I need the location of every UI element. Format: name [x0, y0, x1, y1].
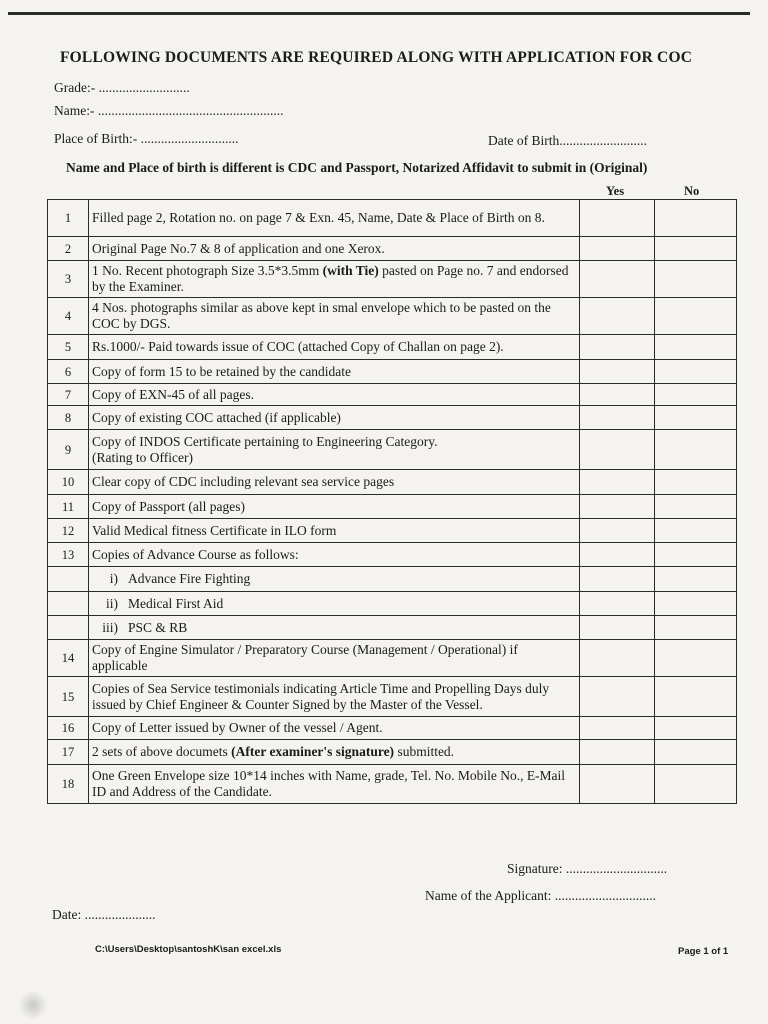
item-description [89, 740, 580, 765]
page-number-footer: Page 1 of 1 [678, 946, 729, 957]
item-text: Copy of INDOS Certificate pertaining to Engineering Category. [92, 433, 438, 449]
name-field: Name:- ....................................................... [54, 103, 284, 118]
yes-check-cell[interactable] [580, 430, 655, 470]
table-row [48, 592, 737, 616]
yes-column-header: Yes [606, 184, 625, 198]
date-line: Date: ..................... [52, 907, 156, 922]
table-row [48, 640, 737, 677]
item-description [89, 616, 580, 640]
table-row [48, 616, 737, 640]
item-description: Copy of Passport (all pages) [89, 495, 580, 519]
sub-item-numeral: ii) [106, 595, 118, 611]
yes-check-cell[interactable] [580, 261, 655, 298]
table-row [48, 470, 737, 495]
item-number [48, 567, 89, 592]
yes-check-cell[interactable] [580, 298, 655, 335]
item-description [89, 592, 580, 616]
file-path-footer: C:\Users\Desktop\santoshK\san excel.xls [95, 944, 282, 955]
no-check-cell[interactable] [655, 406, 737, 430]
table-row [48, 360, 737, 384]
item-description [89, 430, 580, 470]
item-description: Copy of existing COC attached (if applicable) [89, 406, 580, 430]
yes-check-cell[interactable] [580, 519, 655, 543]
yes-check-cell[interactable] [580, 495, 655, 519]
no-check-cell[interactable] [655, 384, 737, 406]
yes-check-cell[interactable] [580, 360, 655, 384]
place-of-birth-field: Place of Birth:- ............................. [54, 131, 239, 146]
table-row [48, 200, 737, 237]
item-text: pasted on Page no. 7 and endorsed by the Examiner. [92, 263, 569, 294]
no-check-cell[interactable] [655, 543, 737, 567]
table-row [48, 495, 737, 519]
item-description: Copy of Engine Simulator / Preparatory Course (Management / Operational) if applicable [89, 640, 580, 677]
yes-check-cell[interactable] [580, 640, 655, 677]
item-description [89, 261, 580, 298]
table-row [48, 335, 737, 360]
no-check-cell[interactable] [655, 470, 737, 495]
item-description: One Green Envelope size 10*14 inches with Name, grade, Tel. No. Mobile No., E-Mail ID and Address of the Candidate. [89, 765, 580, 804]
item-text-sub: (Rating to Officer) [92, 449, 193, 465]
item-description: Copies of Advance Course as follows: [89, 543, 580, 567]
no-check-cell[interactable] [655, 592, 737, 616]
applicant-name-line: Name of the Applicant: .............................. [425, 888, 656, 903]
yes-check-cell[interactable] [580, 717, 655, 740]
yes-check-cell[interactable] [580, 384, 655, 406]
item-number [48, 616, 89, 640]
yes-check-cell[interactable] [580, 592, 655, 616]
item-number: 14 [48, 640, 89, 677]
item-description: Rs.1000/- Paid towards issue of COC (attached Copy of Challan on page 2). [89, 335, 580, 360]
item-number: 5 [48, 335, 89, 360]
table-row [48, 567, 737, 592]
item-text-bold: (After examiner's signature) [231, 744, 395, 759]
no-check-cell[interactable] [655, 495, 737, 519]
table-row [48, 384, 737, 406]
yes-check-cell[interactable] [580, 470, 655, 495]
item-description: Clear copy of CDC including relevant sea service pages [89, 470, 580, 495]
table-row [48, 740, 737, 765]
no-check-cell[interactable] [655, 519, 737, 543]
item-number: 1 [48, 200, 89, 237]
item-description: Copy of EXN-45 of all pages. [89, 384, 580, 406]
sub-item-text: Advance Fire Fighting [128, 571, 251, 586]
item-description: Copy of form 15 to be retained by the candidate [89, 360, 580, 384]
item-text: submitted. [394, 744, 455, 759]
scan-smudge [18, 990, 48, 1020]
no-check-cell[interactable] [655, 740, 737, 765]
item-number: 18 [48, 765, 89, 804]
sub-item-text: Medical First Aid [128, 595, 224, 611]
sub-item-numeral: i) [109, 571, 118, 586]
item-number [48, 592, 89, 616]
yes-check-cell[interactable] [580, 406, 655, 430]
no-check-cell[interactable] [655, 200, 737, 237]
table-row [48, 677, 737, 717]
item-number: 17 [48, 740, 89, 765]
no-check-cell[interactable] [655, 717, 737, 740]
table-row [48, 717, 737, 740]
affidavit-note: Name and Place of birth is different is CDC and Passport, Notarized Affidavit to submit in (Original) [66, 160, 648, 175]
table-row [48, 430, 737, 470]
yes-check-cell[interactable] [580, 335, 655, 360]
item-text: 1 No. Recent photograph Size 3.5*3.5mm [92, 263, 323, 278]
item-number: 11 [48, 495, 89, 519]
no-check-cell[interactable] [655, 765, 737, 804]
no-check-cell[interactable] [655, 335, 737, 360]
sub-item-text: PSC & RB [128, 619, 188, 635]
item-text: 2 sets of above documets [92, 744, 232, 759]
item-number: 8 [48, 406, 89, 430]
no-check-cell[interactable] [655, 360, 737, 384]
no-check-cell[interactable] [655, 237, 737, 261]
yes-check-cell[interactable] [580, 200, 655, 237]
item-number: 2 [48, 237, 89, 261]
item-description: Filled page 2, Rotation no. on page 7 & Exn. 45, Name, Date & Place of Birth on 8. [89, 200, 580, 237]
yes-check-cell[interactable] [580, 677, 655, 717]
no-check-cell[interactable] [655, 567, 737, 592]
item-number: 15 [48, 677, 89, 717]
table-row [48, 237, 737, 261]
item-number: 9 [48, 430, 89, 470]
item-description: Copy of Letter issued by Owner of the vessel / Agent. [89, 717, 580, 740]
table-row [48, 543, 737, 567]
no-check-cell[interactable] [655, 616, 737, 640]
table-row [48, 765, 737, 804]
table-row [48, 298, 737, 335]
no-column-header: No [684, 184, 700, 198]
item-description: Valid Medical fitness Certificate in ILO form [89, 519, 580, 543]
item-number: 6 [48, 360, 89, 384]
no-check-cell[interactable] [655, 640, 737, 677]
sub-item-numeral: iii) [102, 619, 118, 635]
yes-check-cell[interactable] [580, 740, 655, 765]
top-rule [8, 12, 750, 15]
item-number: 12 [48, 519, 89, 543]
table-row [48, 261, 737, 298]
table-row [48, 406, 737, 430]
no-check-cell[interactable] [655, 298, 737, 335]
page-title: FOLLOWING DOCUMENTS ARE REQUIRED ALONG WITH APPLICATION FOR COC [60, 49, 693, 66]
item-number: 3 [48, 261, 89, 298]
grade-field: Grade:- ........................... [54, 80, 190, 95]
signature-line: Signature: .............................. [507, 861, 668, 876]
documents-checklist-table [47, 199, 737, 804]
item-number: 16 [48, 717, 89, 740]
table-row [48, 519, 737, 543]
item-description: 4 Nos. photographs similar as above kept in smal envelope which to be pasted on the COC by DGS. [89, 298, 580, 335]
yes-check-cell[interactable] [580, 543, 655, 567]
yes-check-cell[interactable] [580, 237, 655, 261]
item-number: 7 [48, 384, 89, 406]
yes-check-cell[interactable] [580, 765, 655, 804]
item-description: Copies of Sea Service testimonials indicating Article Time and Propelling Days duly issued by Chief Engineer & Counter Signed by the Master of the Vessel. [89, 677, 580, 717]
item-description: Original Page No.7 & 8 of application and one Xerox. [89, 237, 580, 261]
no-check-cell[interactable] [655, 677, 737, 717]
item-number: 13 [48, 543, 89, 567]
no-check-cell[interactable] [655, 430, 737, 470]
item-number: 4 [48, 298, 89, 335]
date-of-birth-field: Date of Birth.......................... [488, 133, 647, 148]
no-check-cell[interactable] [655, 261, 737, 298]
item-number: 10 [48, 470, 89, 495]
yes-check-cell[interactable] [580, 616, 655, 640]
yes-check-cell[interactable] [580, 567, 655, 592]
item-text-bold: (with Tie) [322, 263, 379, 278]
item-description [89, 567, 580, 592]
